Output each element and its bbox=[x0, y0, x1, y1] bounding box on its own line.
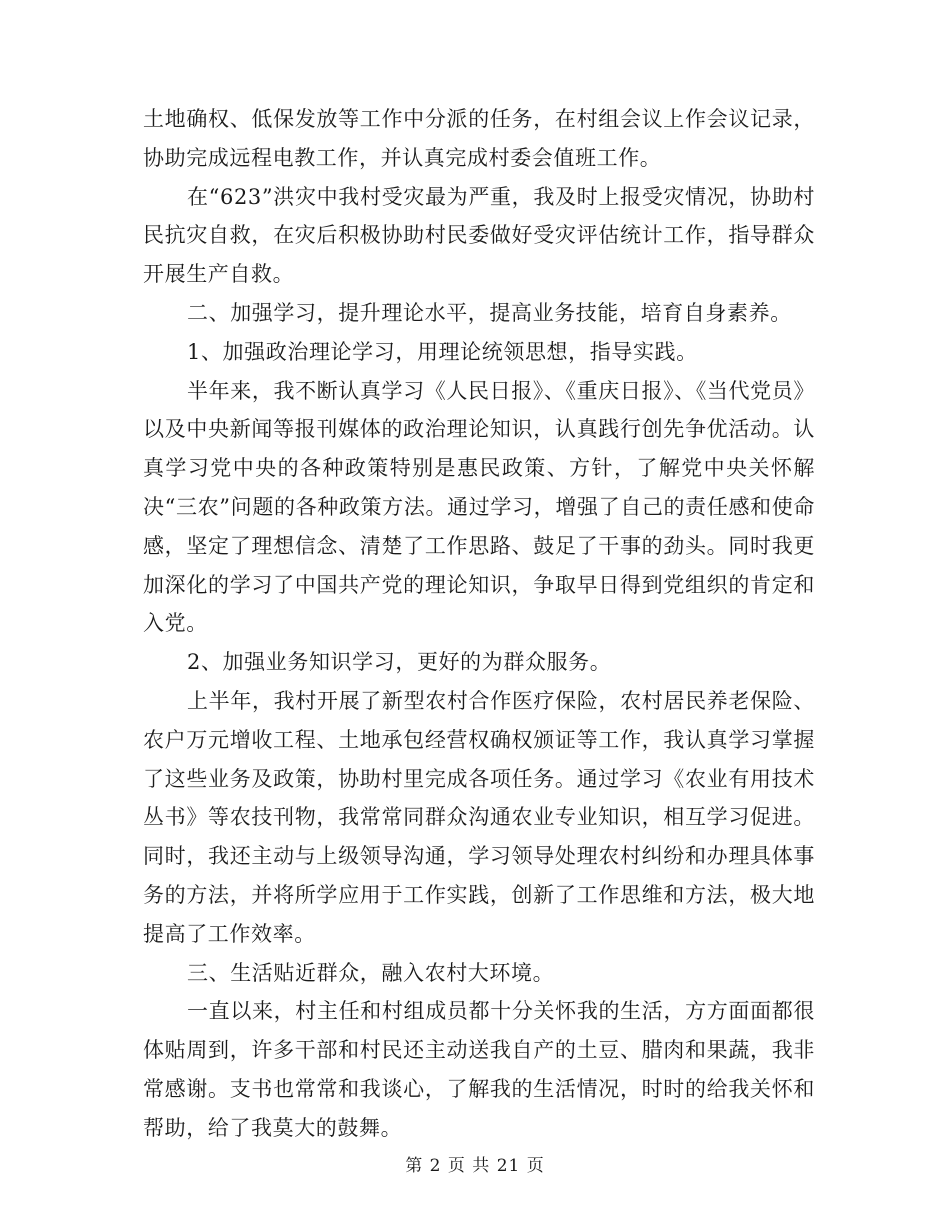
section-heading-2: 二、加强学习，提升理论水平，提高业务技能，培育自身素养。 bbox=[187, 300, 792, 325]
section-heading-3: 三、生活贴近群众，融入农村大环境。 bbox=[187, 960, 555, 985]
page-number-footer: 第 2 页 共 21 页 bbox=[405, 1156, 545, 1176]
paragraph-5: 一直以来，村主任和村组成员都十分关怀我的生活，方方面面都很体贴周到，许多干部和村民还主动送我自产的土豆、腊肉和果蔬，我非常感谢。支书也常常和我谈心，了解我的生活情况，时时的给我关怀和帮助，给了我莫大的鼓舞。 bbox=[143, 999, 815, 1140]
paragraph-1: 土地确权、低保发放等工作中分派的任务，在村组会议上作会议记录，协助完成远程电教工作，并认真完成村委会值班工作。 bbox=[143, 107, 815, 170]
paragraph-4: 上半年，我村开展了新型农村合作医疗保险，农村居民养老保险、农户万元增收工程、土地承包经营权确权颁证等工作，我认真学习掌握了这些业务及政策，协助村里完成各项任务。通过学习《农业有用技术丛书》等农技刊物，我常常同群众沟通农业专业知识，相互学习促进。同时，我还主动与上级领导沟通，学习领导处理农村纠纷和办理具体事务的方法，并将所学应用于工作实践，创新了工作思维和方法，极大地提高了工作效率。 bbox=[143, 688, 815, 946]
paragraph-3: 半年来，我不断认真学习《人民日报》、《重庆日报》、《当代党员》以及中央新闻等报刊媒体的政治理论知识，认真践行创先争优活动。认真学习党中央的各种政策特别是惠民政策、方针，了解党中央关怀解决“三农”问题的各种政策方法。通过学习，增强了自己的责任感和使命感，坚定了理想信念、清楚了工作思路、鼓足了干事的劲头。同时我更加深化的学习了中国共产党的理论知识，争取早日得到党组织的肯定和入党。 bbox=[143, 378, 815, 636]
paragraph-2: 在“623”洪灾中我村受灾最为严重，我及时上报受灾情况，协助村民抗灾自救，在灾后积极协助村民委做好受灾评估统计工作，指导群众开展生产自救。 bbox=[143, 184, 815, 287]
document-body bbox=[143, 100, 815, 1148]
subheading-2-1: 1、加强政治理论学习，用理论统领思想，指导实践。 bbox=[187, 339, 698, 364]
subheading-2-2: 2、加强业务知识学习，更好的为群众服务。 bbox=[187, 650, 612, 675]
